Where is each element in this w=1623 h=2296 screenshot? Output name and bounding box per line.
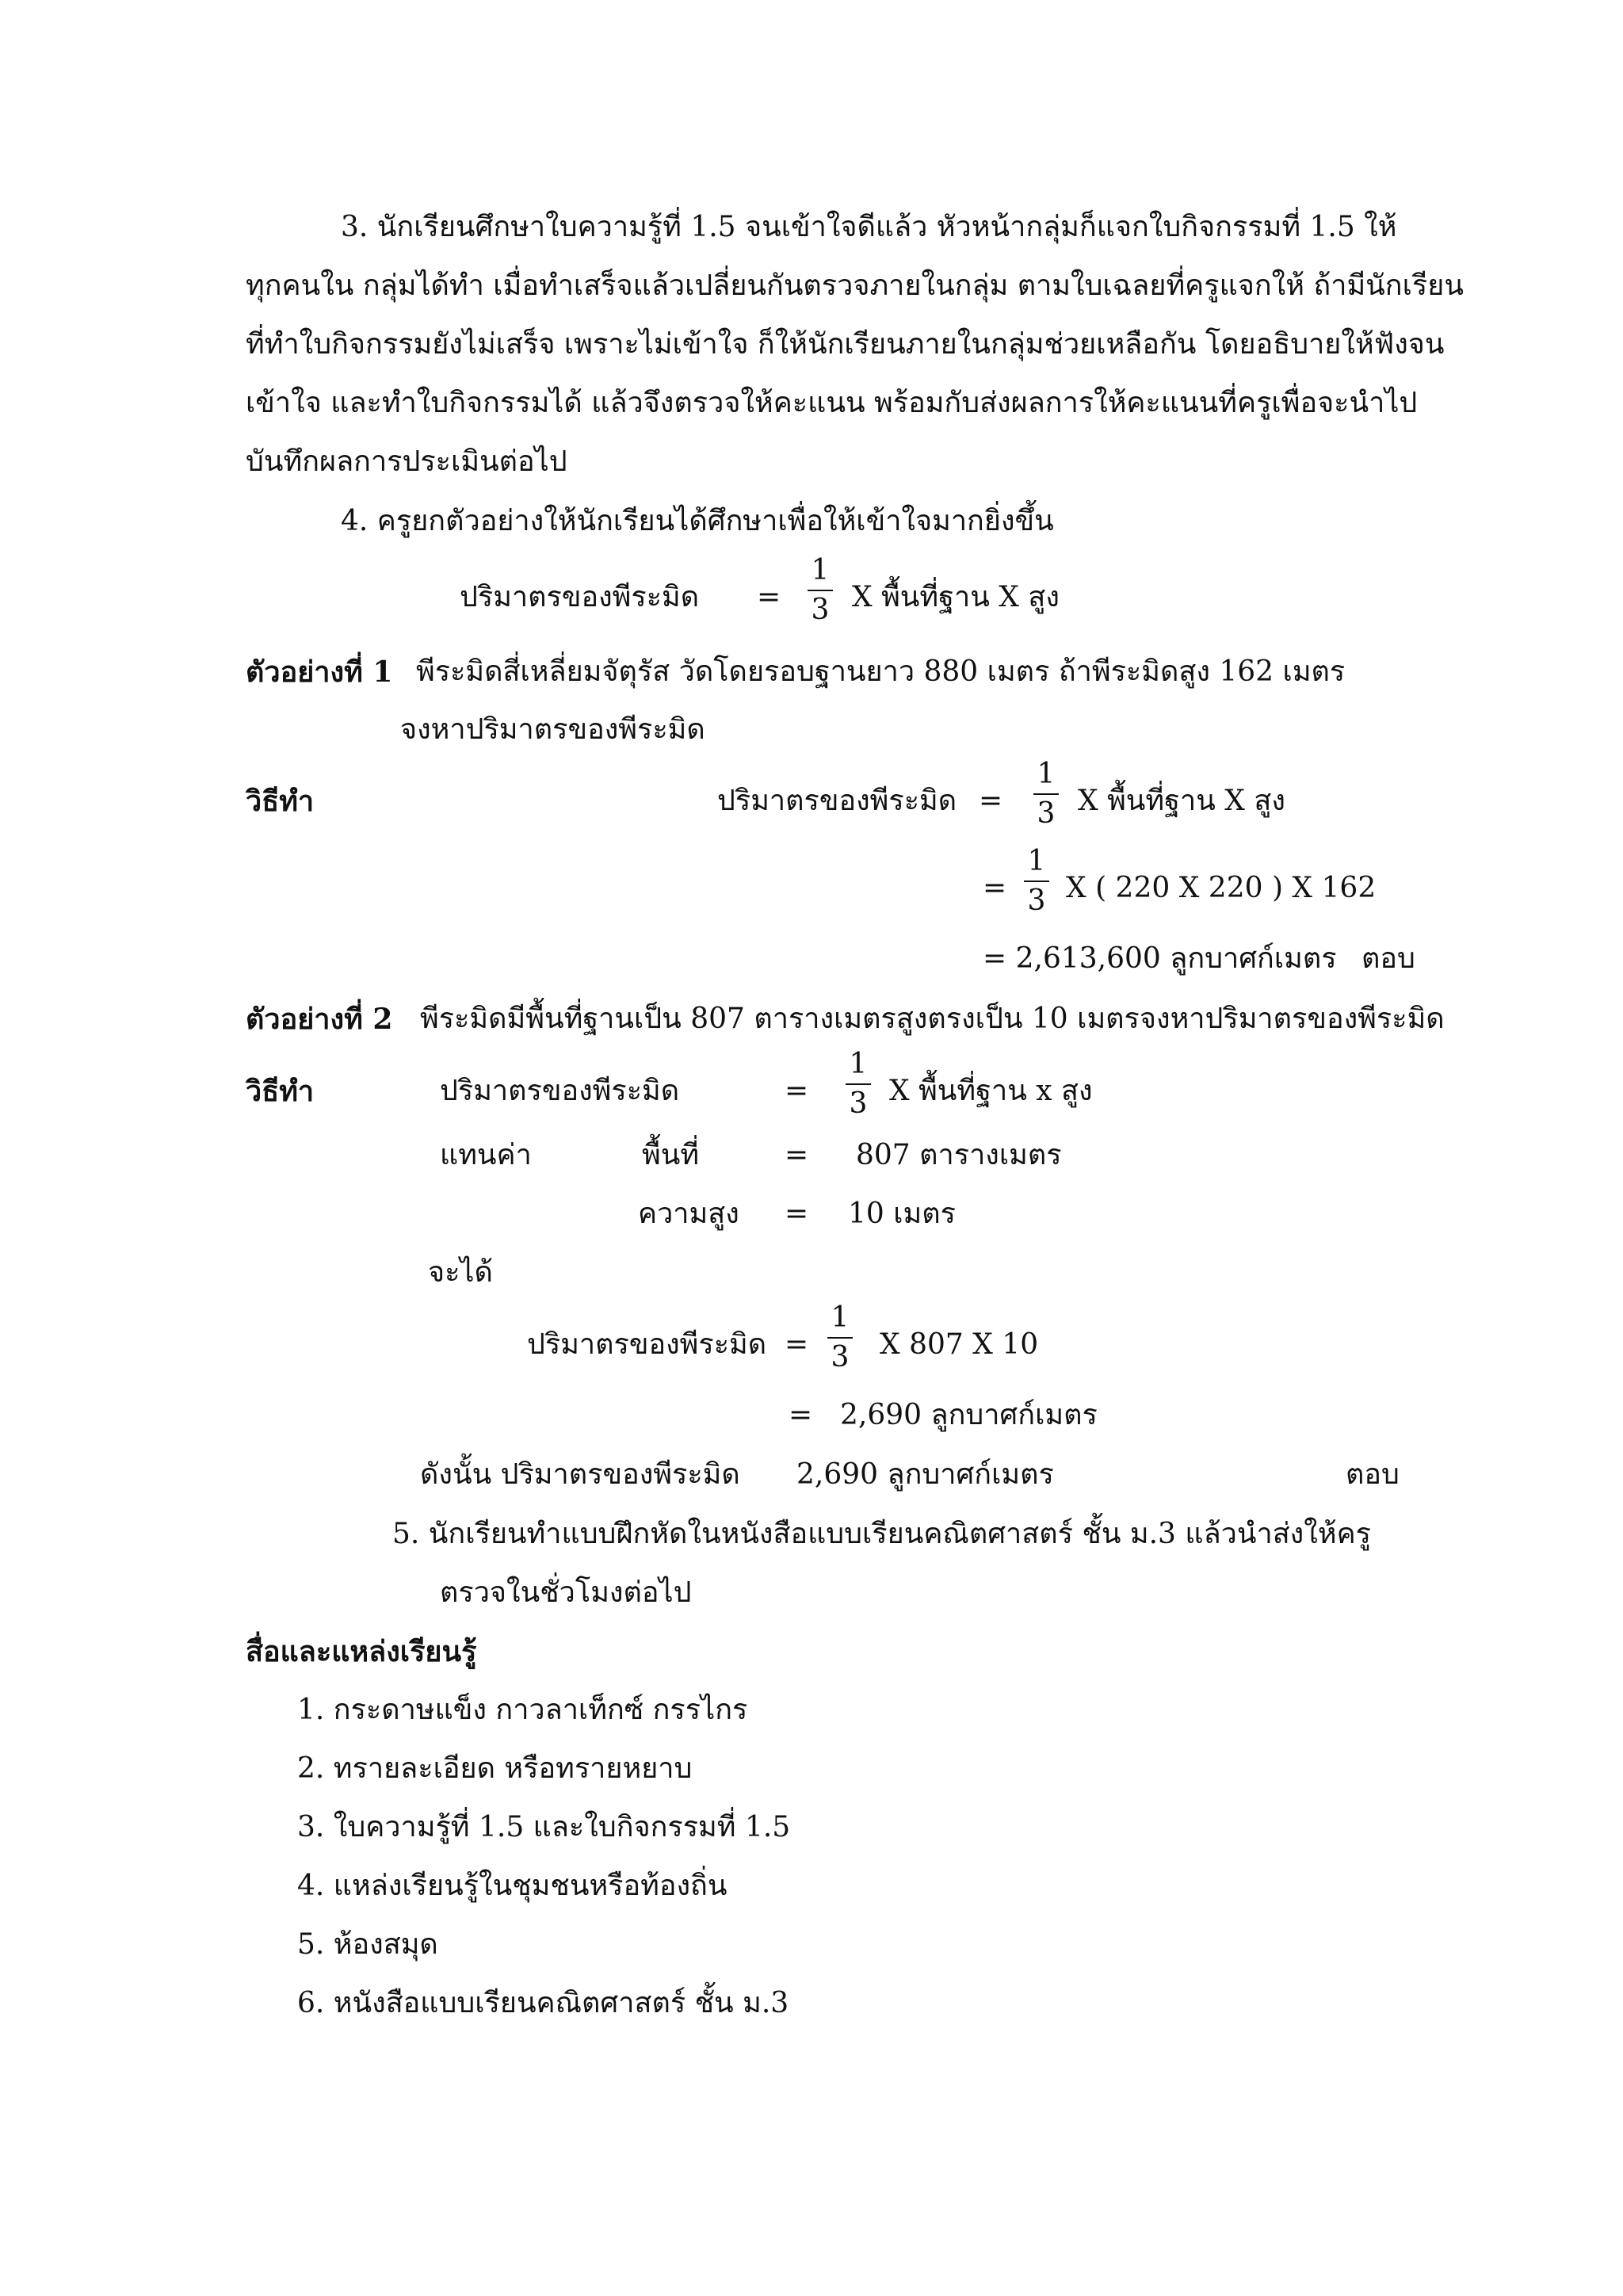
example1-line2-equals: = (983, 872, 1007, 904)
fraction-numerator: 1 (811, 554, 830, 586)
example2-line1-fraction (842, 1049, 874, 1120)
fraction-bar (808, 590, 833, 591)
example2-line1-equals: = (785, 1075, 809, 1107)
example2-so-label: ดังนั้น ปริมาตรของพีระมิด (420, 1458, 740, 1491)
step4-text: 4. ครูยกตัวอย่างให้นักเรียนได้ศึกษาเพื่อให้เข้าใจมากยิ่งขึ้น (341, 505, 1054, 537)
fraction-denominator: 3 (1027, 884, 1046, 917)
step3-line-3: ที่ทำใบกิจกรรมยังไม่เสร็จ เพราะไม่เข้าใจ ก็ให้นักเรียนภายในกลุ่มช่วยเหลือกัน โดยอธิบายให้ฟังจน (246, 328, 1445, 361)
fraction-numerator: 1 (1037, 758, 1056, 790)
step4-equals: = (757, 581, 781, 613)
resources-item-2: 2. ทรายละเอียด หรือทรายหยาบ (297, 1752, 693, 1785)
fraction-bar (1033, 793, 1059, 795)
resources-item-5: 5. ห้องสมุด (297, 1928, 438, 1961)
example2-height-equals: = (785, 1198, 809, 1230)
example1-text-2: จงหาปริมาตรของพีระมิด (400, 713, 705, 746)
resources-heading: สื่อและแหล่งเรียนรู้ (246, 1635, 477, 1668)
fraction-bar (827, 1337, 853, 1339)
example1-line1-equals: = (979, 785, 1003, 817)
example2-result-equals: = (789, 1399, 813, 1431)
fraction-denominator: 3 (849, 1087, 868, 1120)
example1-answer: ตอบ (1361, 942, 1415, 975)
step5-line-1: 5. นักเรียนทำแบบฝึกหัดในหนังสือแบบเรียนคณิตศาสตร์ ชั้น ม.3 แล้วนำส่งให้ครู (392, 1518, 1371, 1550)
example1-line2-rest: X ( 220 X 220 ) X 162 (1066, 872, 1377, 904)
example2-calc-result: 2,690 ลูกบาศก์เมตร (840, 1399, 1098, 1431)
fraction-denominator: 3 (831, 1341, 850, 1373)
example1-text-1: พีระมิดสี่เหลี่ยมจัตุรัส วัดโดยรอบฐานยาว 880 เมตร ถ้าพีระมิดสูง 162 เมตร (416, 655, 1346, 688)
step3-line-4: เข้าใจ และทำใบกิจกรรมได้ แล้วจึงตรวจให้คะแนน พร้อมกับส่งผลการให้คะแนนที่ครูเพื่อจะนำไป (246, 387, 1418, 419)
resources-item-6: 6. หนังสือแบบเรียนคณิตศาสตร์ ชั้น ม.3 (297, 1987, 789, 2019)
example2-area-value: 807 ตารางเมตร (856, 1139, 1062, 1171)
example2-area-equals: = (785, 1139, 809, 1171)
example1-heading: ตัวอย่างที่ 1 (246, 655, 393, 689)
step3-line-2: ทุกคนใน กลุ่มได้ทำ เมื่อทำเสร็จแล้วเปลี่ยนกันตรวจภายในกลุ่ม ตามใบเฉลยที่ครูแจกให้ ถ้ามีนักเรียน (246, 269, 1464, 302)
example2-substitute-label: แทนค่า (440, 1139, 532, 1171)
resources-item-1: 1. กระดาษแข็ง กาวลาเท็กซ์ กรรไกร (297, 1694, 748, 1726)
fraction-bar (846, 1083, 871, 1085)
step4-formula-label: ปริมาตรของพีระมิด (460, 581, 700, 613)
example1-method: วิธีทำ (246, 785, 315, 818)
step3-line-5: บันทึกผลการประเมินต่อไป (246, 445, 567, 478)
example2-text-1: พีระมิดมีพื้นที่ฐานเป็น 807 ตารางเมตรสูงตรงเป็น 10 เมตรจงหาปริมาตรของพีระมิด (420, 1003, 1445, 1035)
fraction-denominator: 3 (811, 594, 830, 626)
fraction-bar (1024, 881, 1049, 882)
example2-calc-equals: = (785, 1328, 809, 1361)
example2-height-value: 10 เมตร (848, 1198, 957, 1230)
example2-line1-rest: X พื้นที่ฐาน x สูง (889, 1075, 1093, 1107)
example2-height-label: ความสูง (638, 1198, 739, 1230)
example2-so-value: 2,690 ลูกบาศก์เมตร (796, 1458, 1054, 1491)
fraction-numerator: 1 (849, 1048, 868, 1080)
example2-calc-rest: X 807 X 10 (880, 1328, 1039, 1361)
example2-method: วิธีทำ (246, 1075, 315, 1108)
step3-line-1: 3. นักเรียนศึกษาใบความรู้ที่ 1.5 จนเข้าใจดีแล้ว หัวหน้ากลุ่มก็แจกใบกิจกรรมที่ 1.5 ให้ (341, 211, 1397, 243)
step4-fraction (804, 555, 836, 626)
step4-formula-rest: X พื้นที่ฐาน X สูง (852, 581, 1060, 613)
example2-answer: ตอบ (1346, 1458, 1400, 1491)
example2-calc-label: ปริมาตรของพีระมิด (527, 1328, 767, 1361)
example2-line1-label: ปริมาตรของพีระมิด (440, 1075, 680, 1107)
fraction-numerator: 1 (1027, 845, 1046, 877)
example1-line2-fraction (1021, 846, 1052, 917)
example2-area-label: พื้นที่ (642, 1139, 700, 1171)
example1-line1-rest: X พื้นที่ฐาน X สูง (1078, 785, 1285, 817)
example1-line1-fraction (1030, 758, 1062, 830)
example2-get: จะได้ (428, 1256, 493, 1289)
fraction-numerator: 1 (831, 1301, 850, 1334)
example1-line3: = 2,613,600 ลูกบาศก์เมตร (983, 942, 1337, 975)
resources-item-3: 3. ใบความรู้ที่ 1.5 และใบกิจกรรมที่ 1.5 (297, 1811, 791, 1843)
resources-item-4: 4. แหล่งเรียนรู้ในชุมชนหรือท้องถิ่น (297, 1870, 727, 1902)
fraction-denominator: 3 (1037, 797, 1056, 830)
step5-line-2: ตรวจในชั่วโมงต่อไป (440, 1576, 692, 1609)
example1-line1-label: ปริมาตรของพีระมิด (717, 785, 957, 817)
example2-heading: ตัวอย่างที่ 2 (246, 1003, 393, 1036)
example2-calc-fraction (824, 1302, 856, 1373)
